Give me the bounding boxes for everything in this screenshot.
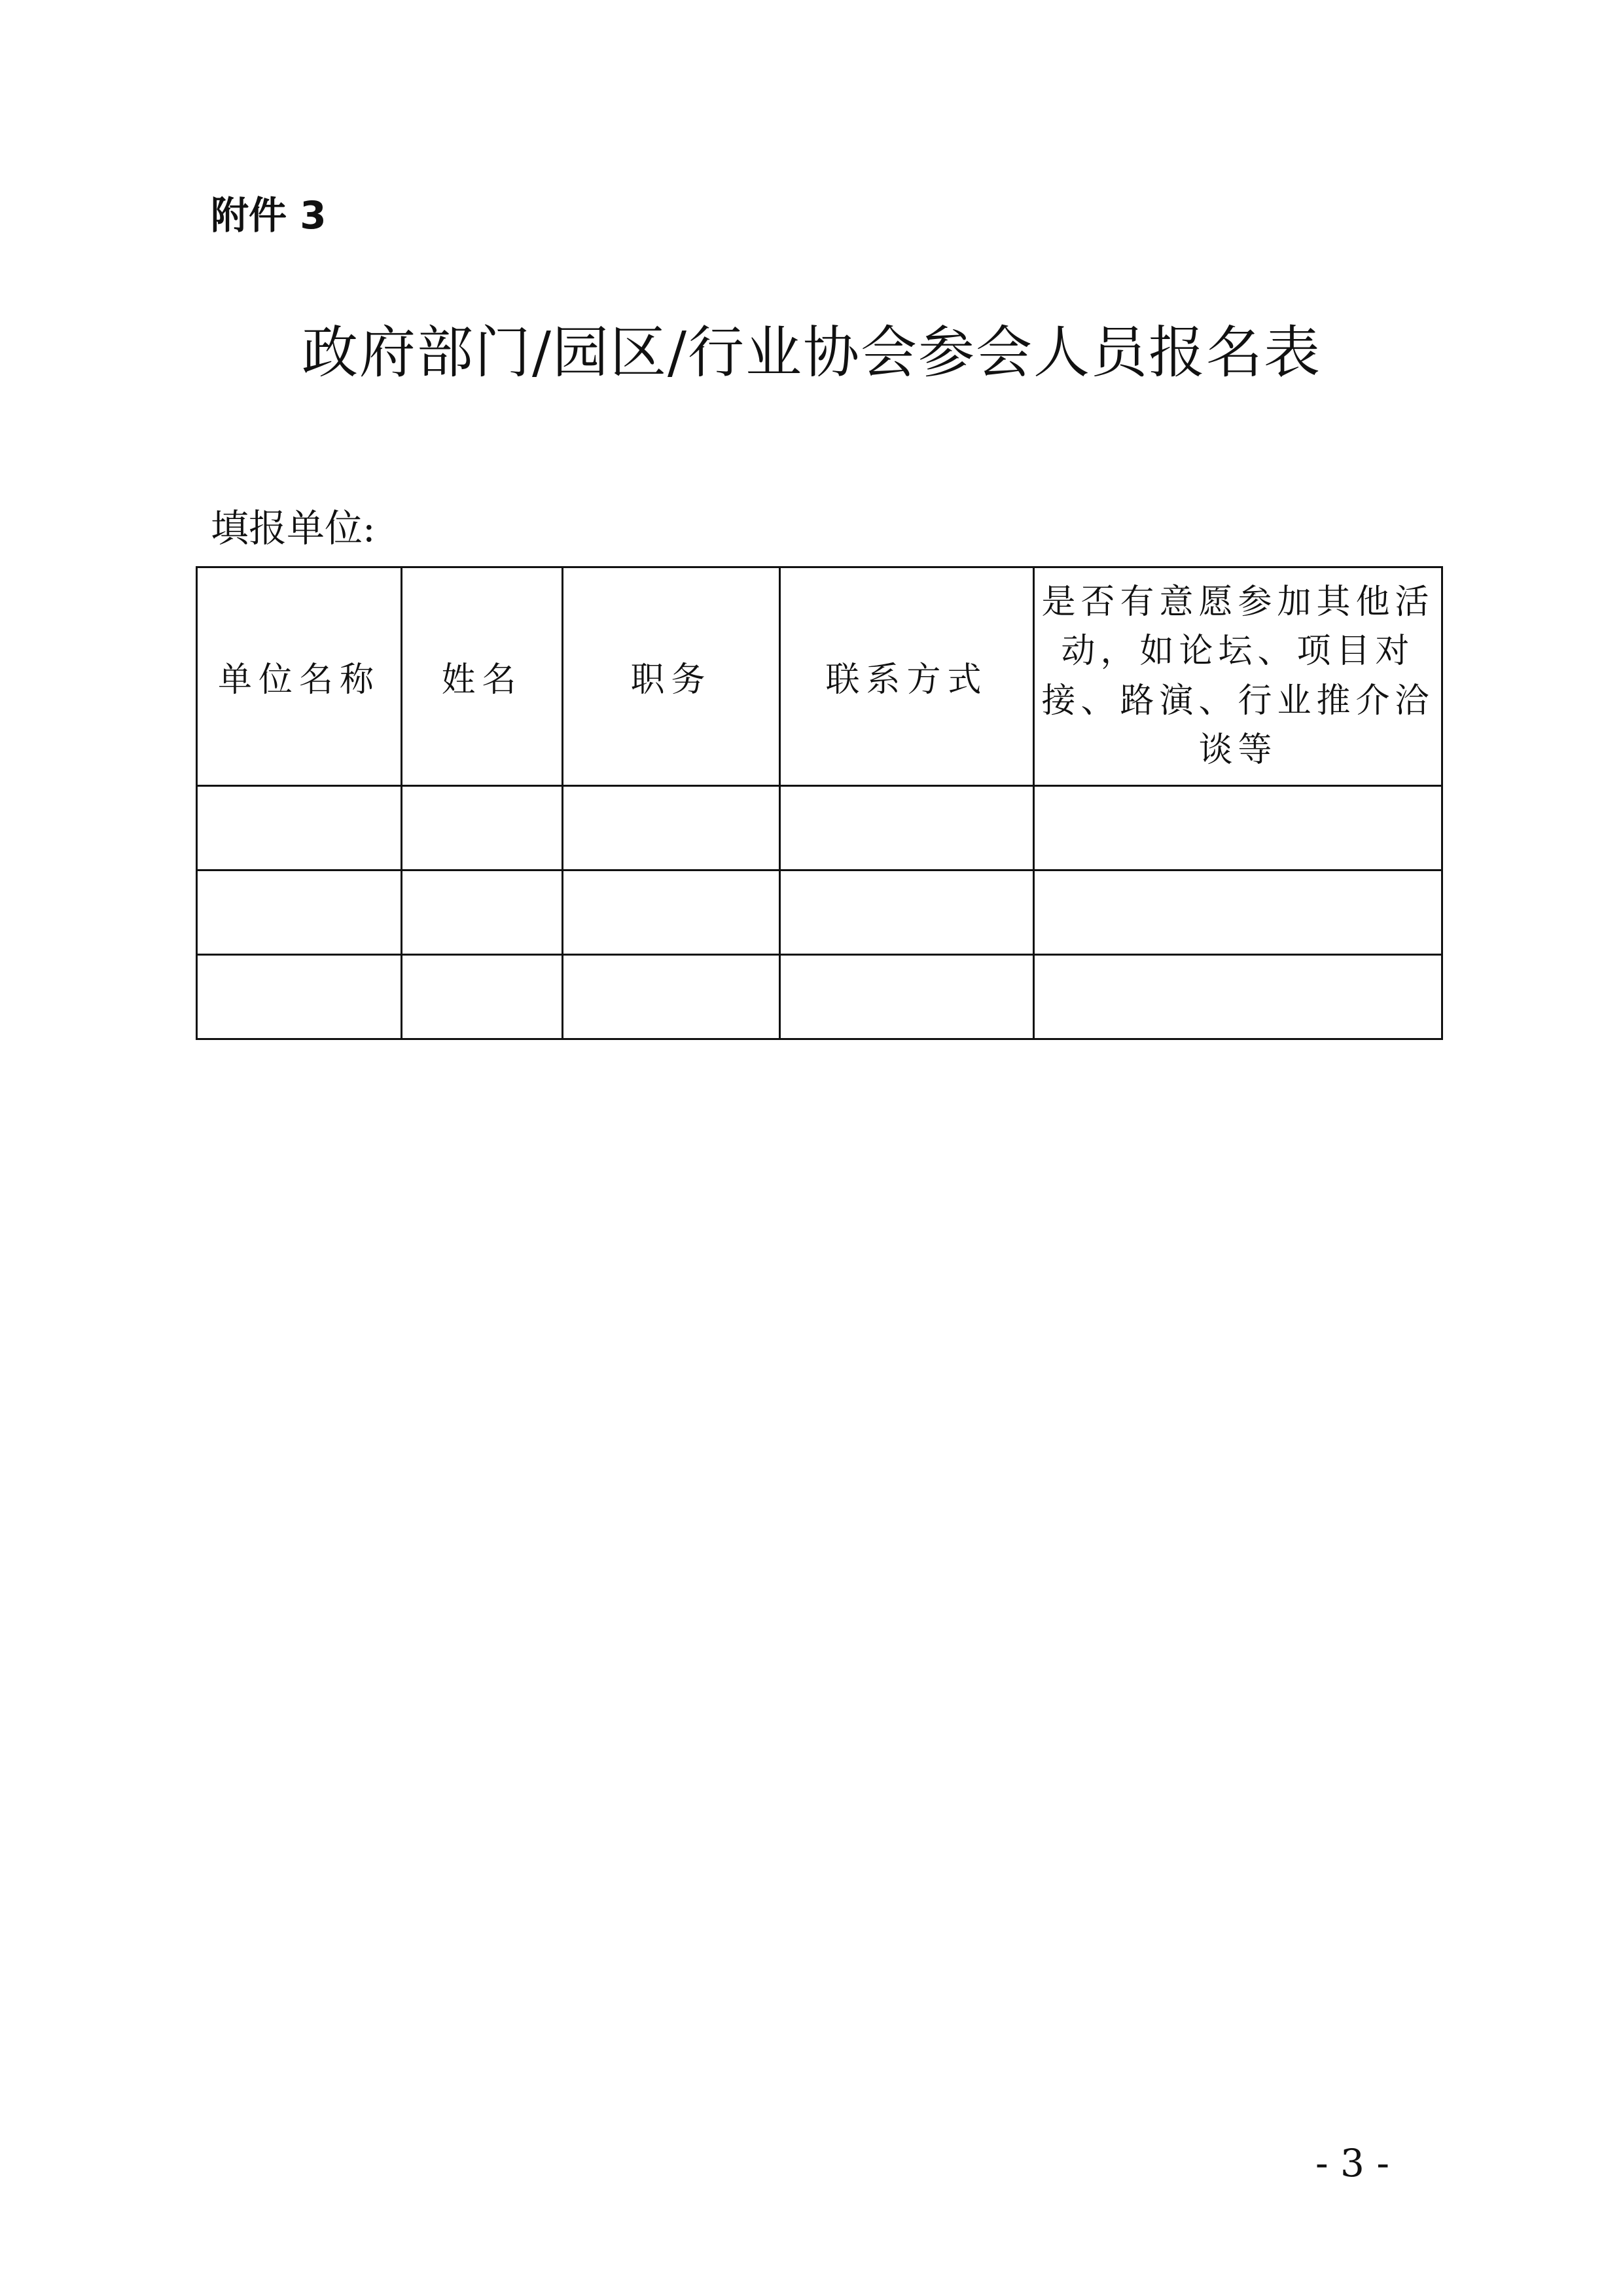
cell-contact[interactable] [780, 786, 1034, 870]
table-row [197, 870, 1442, 955]
header-name: 姓名 [402, 567, 563, 786]
attachment-label: 附件 3 [211, 193, 327, 238]
cell-position[interactable] [563, 955, 780, 1039]
header-unit-name: 单位名称 [197, 567, 402, 786]
header-contact: 联系方式 [780, 567, 1034, 786]
cell-unit-name[interactable] [197, 955, 402, 1039]
cell-name[interactable] [402, 870, 563, 955]
cell-activity-interest[interactable] [1034, 870, 1442, 955]
header-position: 职务 [563, 567, 780, 786]
cell-unit-name[interactable] [197, 870, 402, 955]
cell-activity-interest[interactable] [1034, 786, 1442, 870]
registration-table [196, 566, 1443, 1040]
cell-position[interactable] [563, 870, 780, 955]
table-header-row [197, 567, 1442, 786]
cell-contact[interactable] [780, 870, 1034, 955]
page-number: - 3 - [1315, 2141, 1389, 2185]
cell-name[interactable] [402, 786, 563, 870]
table-row [197, 786, 1442, 870]
cell-position[interactable] [563, 786, 780, 870]
document-title: 政府部门/园区/行业协会参会人员报名表 [302, 320, 1321, 386]
cell-activity-interest[interactable] [1034, 955, 1442, 1039]
cell-contact[interactable] [780, 955, 1034, 1039]
reporting-unit-label: 填报单位: [211, 506, 376, 550]
cell-unit-name[interactable] [197, 786, 402, 870]
cell-name[interactable] [402, 955, 563, 1039]
table-row [197, 955, 1442, 1039]
header-activity-interest: 是否有意愿参加其他活动，如论坛、项目对接、路演、行业推介洽谈等 [1034, 567, 1442, 786]
